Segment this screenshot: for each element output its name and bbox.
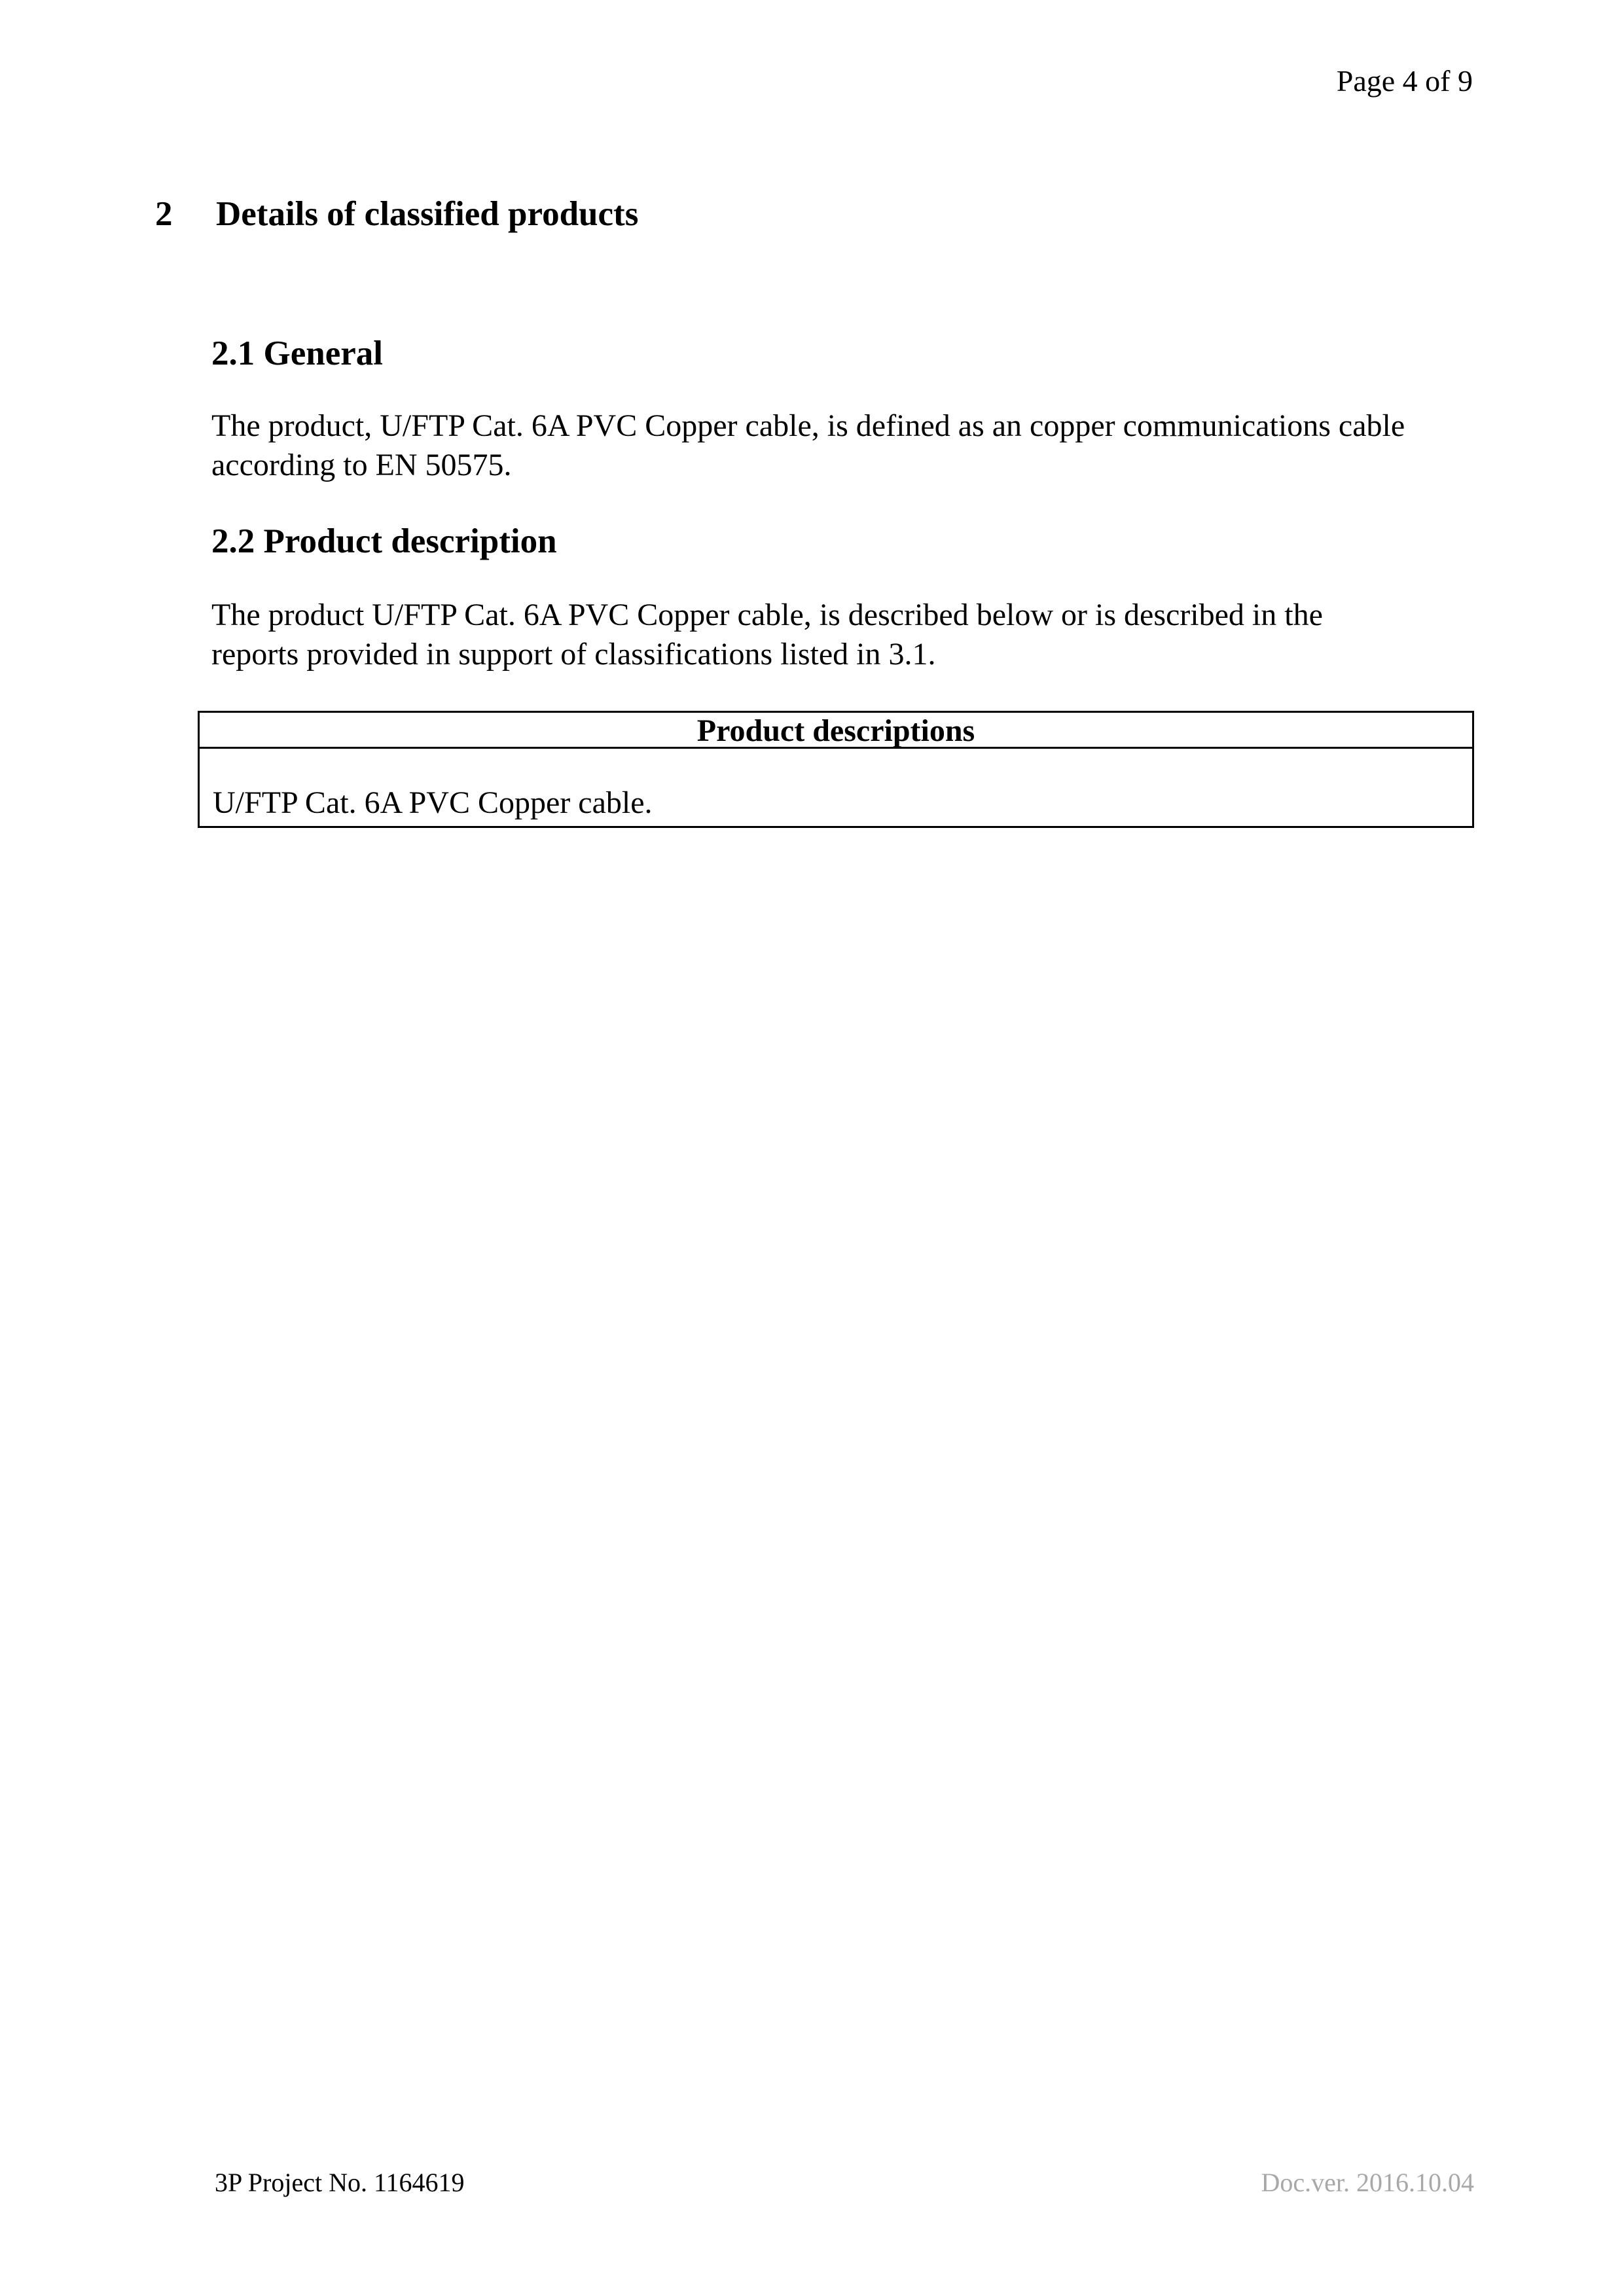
section-heading-title: Details of classified products bbox=[216, 195, 639, 233]
page-number: Page 4 of 9 bbox=[1336, 64, 1473, 98]
paragraph-general bbox=[211, 406, 1494, 485]
paragraph-product-description bbox=[211, 596, 1494, 674]
subsection-heading-product-description: 2.2 Product description bbox=[211, 522, 557, 560]
paragraph-line: The product, U/FTP Cat. 6A PVC Copper cable, is defined as an copper communications cable bbox=[211, 408, 1405, 443]
paragraph-line: according to EN 50575. bbox=[211, 448, 512, 482]
footer-doc-version: Doc.ver. 2016.10.04 bbox=[1261, 2168, 1474, 2197]
section-heading-2 bbox=[155, 197, 638, 232]
footer-project-number: 3P Project No. 1164619 bbox=[215, 2168, 465, 2197]
paragraph-line: reports provided in support of classifications listed in 3.1. bbox=[211, 637, 936, 672]
product-descriptions-table bbox=[198, 711, 1474, 828]
paragraph-line: The product U/FTP Cat. 6A PVC Copper cable, is described below or is described in the bbox=[211, 598, 1323, 632]
subsection-heading-general: 2.1 General bbox=[211, 334, 383, 372]
table-header-product-descriptions: Product descriptions bbox=[200, 713, 1472, 749]
section-heading-number: 2 bbox=[155, 195, 173, 233]
table-cell-product-description: U/FTP Cat. 6A PVC Copper cable. bbox=[213, 785, 653, 820]
